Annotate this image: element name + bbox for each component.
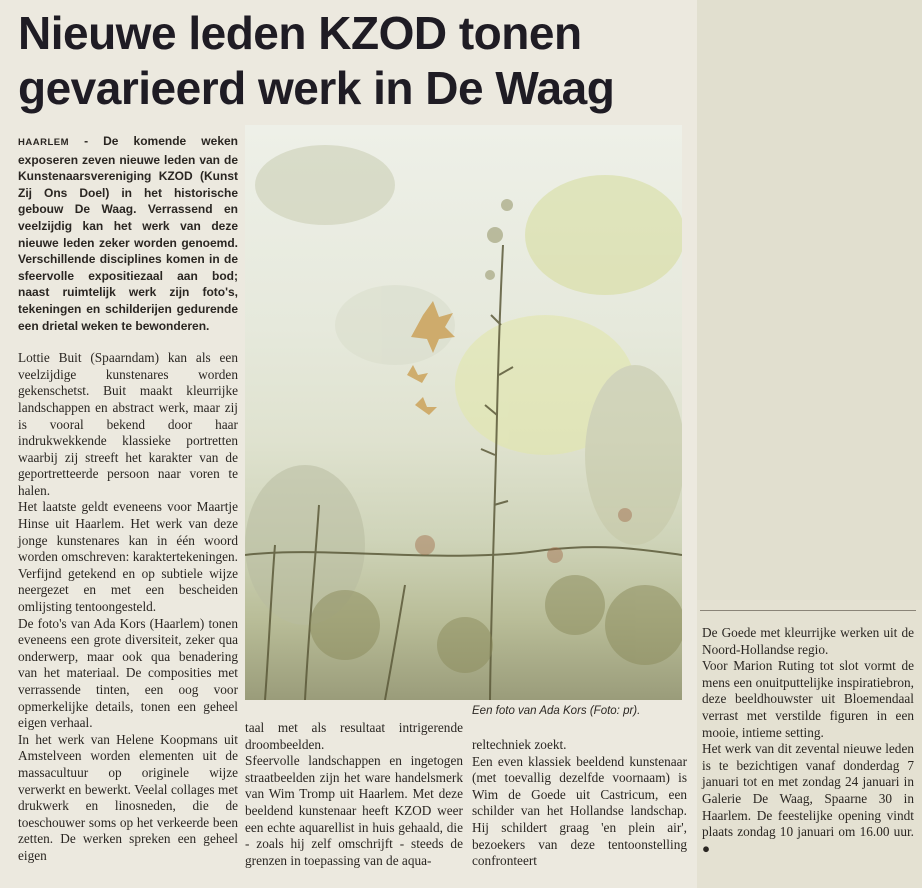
column-1 — [18, 133, 238, 865]
column-3 — [472, 737, 687, 870]
article-headline — [18, 6, 688, 116]
paragraph: De foto's van Ada Kors (Haarlem) tonen eveneens een grote diversiteit, zeker qua onderwerp, maar ook qua benadering van het materiaal. De composities met verrassende tinten, een oog voor opmerkelijke details, tonen een geheel eigen verhaal. — [18, 615, 238, 731]
paragraph: Sfeervolle landschappen en ingetogen straatbeelden zijn het ware handelsmerk van Wim Tromp uit Haarlem. Met deze beeldend kunstenaar heeft KZOD weer een echte aquarellist in huis gehaald, die - zoals hij zelf omschrijft - steeds de grenzen in toepassing van de aqua- — [245, 753, 463, 868]
column-4 — [702, 625, 914, 857]
blank-margin — [697, 0, 922, 600]
paragraph: taal met als resultaat intrigerende droombeelden. — [245, 720, 463, 752]
headline-line-2: gevarieerd werk in De Waag — [18, 62, 615, 114]
plant-photo-illustration — [245, 125, 682, 700]
column-divider — [700, 610, 916, 611]
lead-text: - De komende weken exposeren zeven nieuwe leden van de Kunstenaarsvereniging KZOD (Kunst Zij Ons Doel) in het historische gebouw De Waag. Verrassend en veelzijdig kan het werk van deze nieuwe leden zeker worden genoemd. Verschillende disciplines komen in de sfeervolle expositiezaal aan bod; naast ruimtelijk werk zijn foto's, tekeningen en schilderijen gedurende een drietal weken te bewonderen. — [18, 134, 238, 333]
paragraph: De Goede met kleurrijke werken uit de Noord-Hollandse regio. — [702, 625, 914, 657]
article-lead — [18, 133, 238, 334]
photo-caption: Een foto van Ada Kors (Foto: pr). — [472, 705, 641, 717]
paragraph: Het werk van dit zevental nieuwe leden is te bezichtigen vanaf donderdag 7 januari tot en met zondag 24 januari in Galerie De Waag, Spaarne 30 in Haarlem. De feestelijke opening vindt plaats zondag 10 januari om 16.00 uur. ● — [702, 741, 914, 856]
paragraph: In het werk van Helene Koopmans uit Amstelveen worden elementen uit de massacultuur op originele wijze verwerkt en bewerkt. Veelal collages met drukwerk en linosneden, die de toeschouwer soms op het verkeerde been zetten. De werken spreken een geheel eigen — [18, 731, 238, 863]
paragraph: Een even klassiek beeldend kunstenaar (met toevallig dezelfde voornaam) is Wim de Goede uit Castricum, een schilder van het Hollandse landschap. Hij schildert graag 'en plein air', bezoekers van deze tentoonstelling confronteert — [472, 753, 687, 869]
dateline: HAARLEM — [18, 137, 69, 148]
column-2 — [245, 720, 463, 869]
paragraph: reltechniek zoekt. — [472, 737, 567, 752]
paragraph: Voor Marion Ruting tot slot vormt de mens een onuitputtelijke inspiratiebron, deze beeldhouwster uit Bloemendaal verrast met verstilde figuren in een mooie, intieme setting. — [702, 658, 914, 740]
headline-line-1: Nieuwe leden KZOD tonen — [18, 7, 582, 59]
paragraph: Lottie Buit (Spaarndam) kan als een veelzijdige kunstenares worden gekenschetst. Buit maakt kleurrijke landschappen en abstract werk, maar zij is vooral bekend door haar indrukwekkende klassieke portretten waarbij zij streeft het karakter van de geportretteerde persoon naar voren te halen. — [18, 350, 238, 498]
paragraph: Het laatste geldt eveneens voor Maartje Hinse uit Haarlem. Het werk van deze jonge kunstenares kan in één woord worden omschreven: karaktertekeningen. Verfijnd getekend en op subtiele wijze neergezet en met een bescheiden omlijsting tentoongesteld. — [18, 499, 238, 615]
article-photo — [245, 125, 682, 700]
